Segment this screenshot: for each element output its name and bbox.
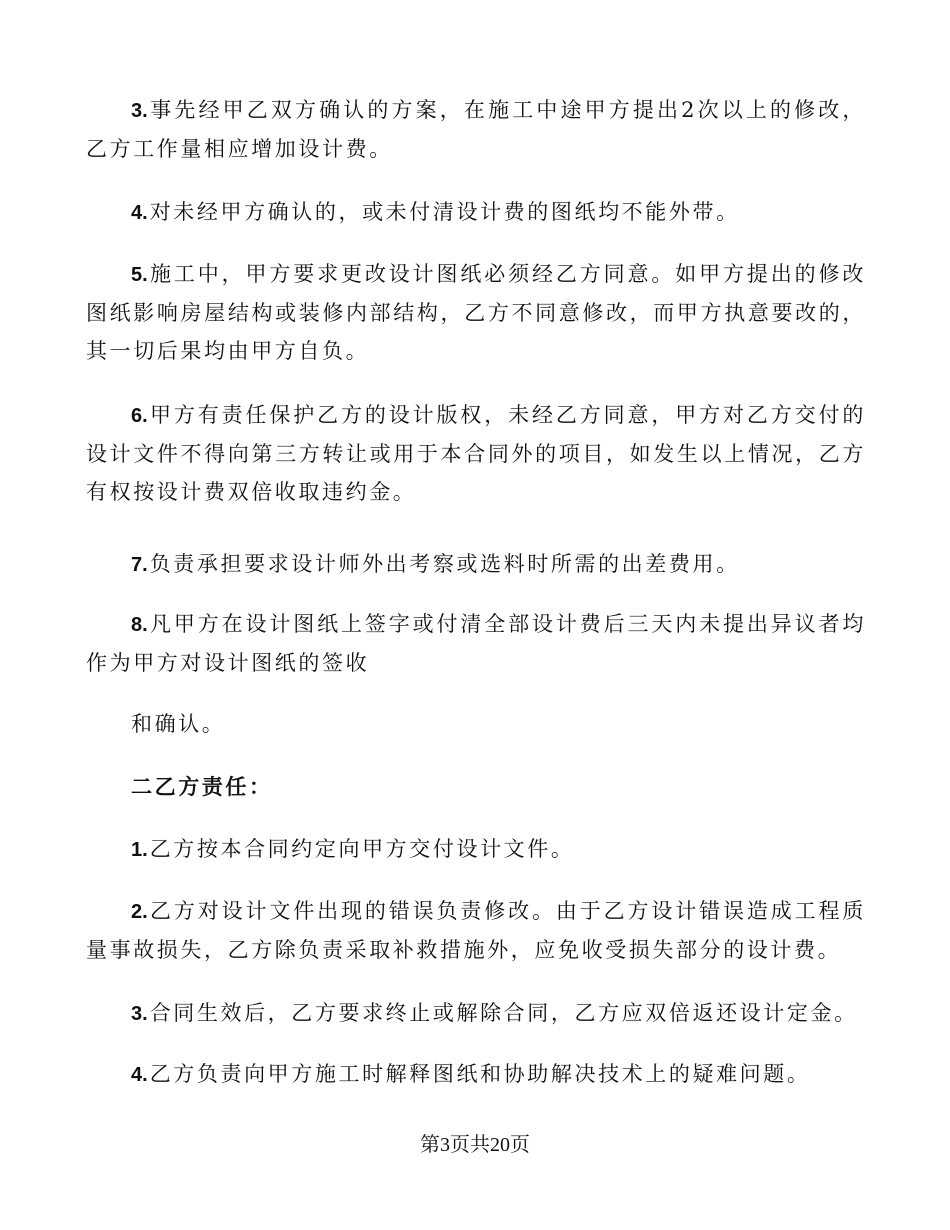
clause-paragraph [86, 830, 866, 869]
clause-text: 负责承担要求设计师外出考察或选料时所需的出差费用。 [149, 552, 740, 576]
clause-number: 8. [131, 614, 148, 636]
clause-paragraph [86, 892, 866, 969]
clause-text: 乙方按本合同约定向甲方交付设计文件。 [149, 837, 575, 861]
clause-number: 3. [131, 1003, 148, 1025]
clause-number: 6. [131, 405, 148, 427]
clause-paragraph [86, 91, 866, 168]
clause-text: 乙方负责向甲方施工时解释图纸和协助解决技术上的疑难问题。 [149, 1062, 811, 1086]
continuation-line [86, 705, 866, 743]
clause-number: 2. [131, 901, 148, 923]
clause-number: 5. [131, 264, 148, 286]
clause-number: 4. [131, 1064, 148, 1086]
clause-paragraph [86, 545, 866, 584]
clause-text: 施工中，甲方要求更改设计图纸必须经乙方同意。如甲方提出的修改图纸影响房屋结构或装修内部结构，乙方不同意修改，而甲方执意要改的，其一切后果均由甲方自负。 [86, 262, 866, 363]
clause-paragraph [86, 1055, 866, 1094]
clause-paragraph [86, 605, 866, 682]
clause-text: 凡甲方在设计图纸上签字或付清全部设计费后三天内未提出异议者均作为甲方对设计图纸的签收 [86, 612, 866, 675]
clause-number: 1. [131, 839, 148, 861]
clause-paragraph [86, 994, 866, 1033]
clause-paragraph [86, 396, 866, 511]
page-number-footer: 第3页共20页 [420, 1134, 530, 1156]
clause-paragraph [86, 193, 866, 232]
clause-text: 对未经甲方确认的，或未付清设计费的图纸均不能外带。 [149, 200, 740, 224]
clause-text: 乙方对设计文件出现的错误负责修改。由于乙方设计错误造成工程质量事故损失，乙方除负责采取补救措施外，应免收受损失部分的设计费。 [86, 899, 866, 962]
section-heading [86, 768, 866, 806]
clause-text: 事先经甲乙双方确认的方案，在施工中途甲方提出2次以上的修改，乙方工作量相应增加设计费。 [86, 98, 866, 161]
clause-number: 7. [131, 554, 148, 576]
clause-text: 和确认。 [131, 712, 226, 736]
clause-text: 合同生效后，乙方要求终止或解除合同，乙方应双倍返还设计定金。 [149, 1001, 858, 1025]
clause-text: 甲方有责任保护乙方的设计版权，未经乙方同意，甲方对乙方交付的设计文件不得向第三方转让或用于本合同外的项目，如发生以上情况，乙方有权按设计费双倍收取违约金。 [86, 403, 866, 504]
clause-number: 3. [131, 100, 148, 122]
clause-number: 4. [131, 202, 148, 224]
clause-paragraph [86, 255, 866, 370]
heading-text: 二乙方责任： [131, 774, 273, 799]
